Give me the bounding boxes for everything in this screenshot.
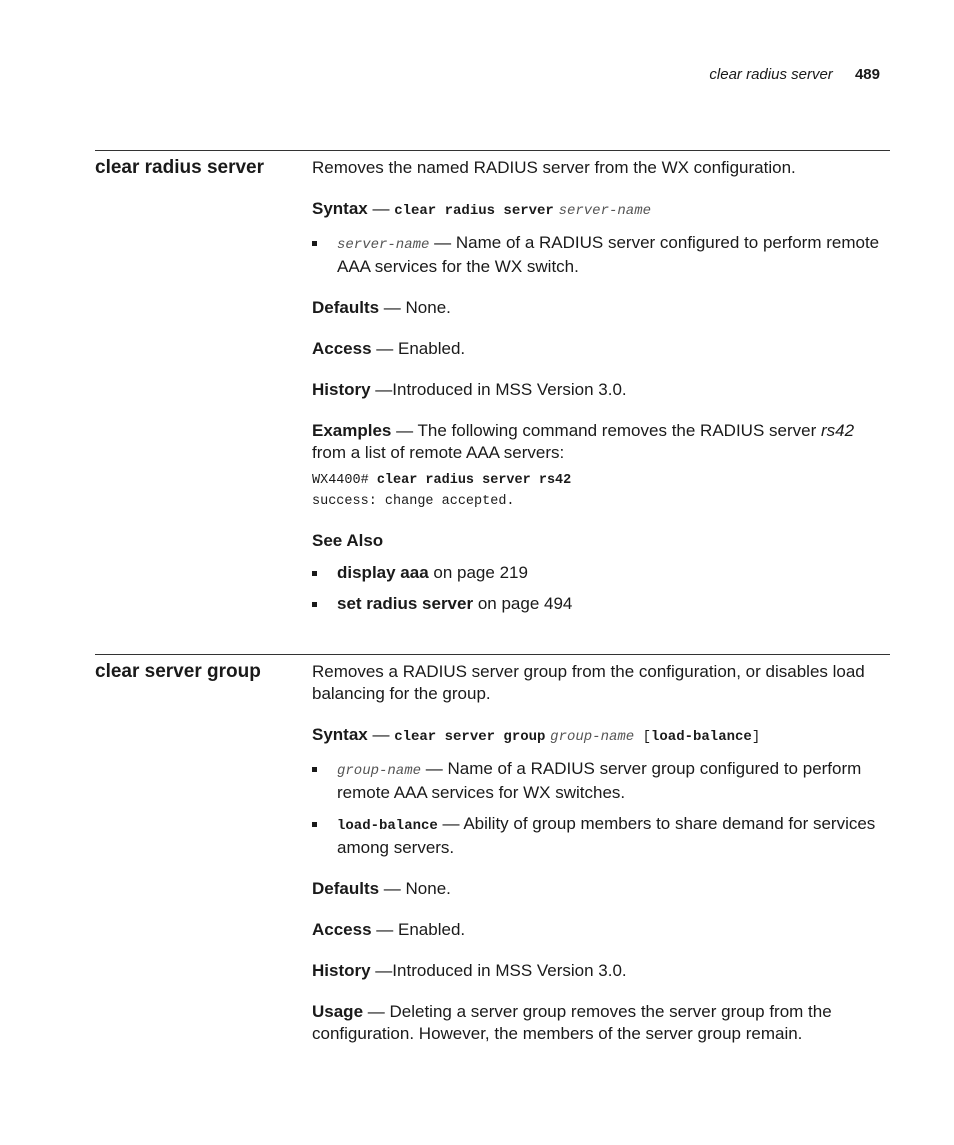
section-title-clear-radius-server: clear radius server [95,157,265,178]
list-item [312,232,890,278]
page-number: 489 [854,66,880,83]
see-also-list [312,562,890,615]
param-description: — Ability of group members to share demand for services among servers. [337,814,876,857]
page-header [709,66,880,83]
syntax-label: Syntax [312,199,368,218]
section-divider [95,150,890,151]
section-divider [95,654,890,655]
history-text: —Introduced in MSS Version 3.0. [370,961,627,980]
code-prompt: WX4400# [312,473,377,488]
see-also-page: on page 219 [428,563,528,582]
syntax-label: Syntax [312,725,368,744]
examples-text: — The following command removes the RADIUS server [391,421,821,440]
defaults [312,297,890,319]
usage-text: — Deleting a server group removes the server group from the configuration. However, the members of the server group remain. [312,1002,832,1043]
see-also-page: on page 494 [473,594,573,613]
see-also-title: See Also [312,531,384,550]
section-title-clear-server-group: clear server group [95,661,261,682]
syntax-dash: — [367,199,395,218]
see-also-link-display-aaa[interactable]: display aaa [337,563,429,582]
defaults [312,878,890,900]
history-text: —Introduced in MSS Version 3.0. [370,380,627,399]
defaults-label: Defaults [312,298,380,317]
defaults-text: — None. [379,879,451,898]
syntax-argument: server-name [558,203,651,219]
syntax [312,198,890,222]
param-description: — Name of a RADIUS server configured to perform remote AAA services for the WX switch. [337,233,880,276]
list-item [312,562,890,584]
access-text: — Enabled. [371,339,466,358]
header-title: clear radius server [709,66,833,83]
access-label: Access [312,920,372,939]
history-label: History [312,380,371,399]
access-label: Access [312,339,372,358]
param-name: load-balance [337,818,438,834]
syntax-command: clear radius server [394,203,554,219]
see-also-link-set-radius-server[interactable]: set radius server [337,594,474,613]
param-description: — Name of a RADIUS server group configured to perform remote AAA services for WX switches. [337,759,862,802]
examples [312,420,890,464]
description: Removes the named RADIUS server from the WX configuration. [312,158,796,177]
examples-label: Examples [312,421,392,440]
section-body-clear-server-group [312,661,890,1064]
syntax-dash: — [367,725,395,744]
syntax-bracket-close: ] [751,729,761,745]
parameter-list [312,758,890,859]
code-output: success: change accepted. [312,494,515,509]
access [312,338,890,360]
list-item [312,758,890,804]
access [312,919,890,941]
param-name: server-name [337,237,430,253]
access-text: — Enabled. [371,920,466,939]
examples-text-end: from a list of remote AAA servers: [312,443,565,462]
syntax-command: clear server group [394,729,546,745]
defaults-text: — None. [379,298,451,317]
syntax-bracket-open: [ [634,729,651,745]
param-name: group-name [337,763,422,779]
examples-server-name: rs42 [820,421,855,440]
syntax-argument: group-name [550,729,635,745]
description: Removes a RADIUS server group from the configuration, or disables load balancing for the group. [312,662,865,703]
history [312,960,890,982]
usage-label: Usage [312,1002,364,1021]
list-item [312,593,890,615]
parameter-list [312,232,890,278]
code-example [312,470,890,512]
bullet-icon [312,571,317,576]
code-command: clear radius server rs42 [376,473,572,488]
syntax-option: load-balance [651,729,752,745]
bullet-icon [312,241,317,246]
list-item [312,813,890,859]
usage [312,1001,890,1045]
bullet-icon [312,767,317,772]
bullet-icon [312,602,317,607]
syntax [312,724,890,748]
section-body-clear-radius-server [312,157,890,634]
code-line [312,470,890,491]
defaults-label: Defaults [312,879,380,898]
history [312,379,890,401]
history-label: History [312,961,371,980]
bullet-icon [312,822,317,827]
